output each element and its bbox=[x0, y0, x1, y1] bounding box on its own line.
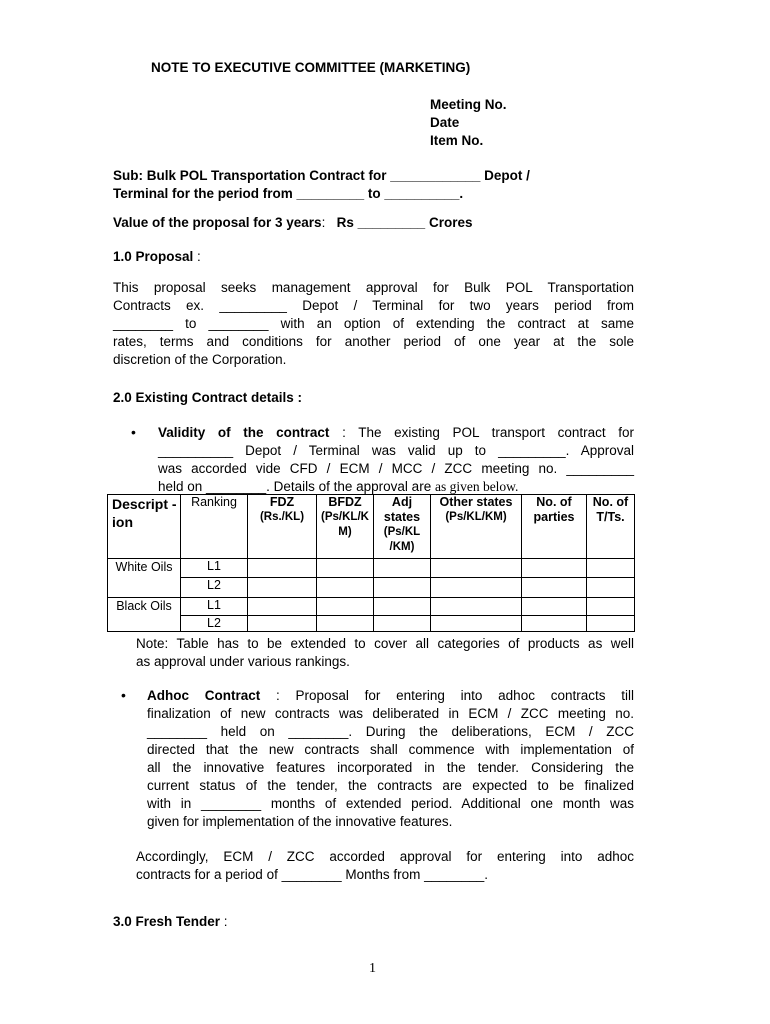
rank-cell: L2 bbox=[181, 616, 248, 632]
bullet-icon: • bbox=[131, 424, 136, 440]
page-number: 1 bbox=[369, 961, 376, 976]
category-cell: White Oils bbox=[108, 559, 181, 598]
category-cell: Black Oils bbox=[108, 598, 181, 632]
section-1-heading bbox=[113, 249, 201, 264]
rank-cell: L1 bbox=[181, 559, 248, 578]
proposal-value bbox=[113, 215, 472, 230]
adhoc-label: Adhoc Contract bbox=[147, 688, 261, 703]
subject-line-2: Terminal for the period from _________ to __________. bbox=[113, 186, 464, 201]
col-other-states bbox=[431, 495, 522, 559]
col-description: Descript -ion bbox=[108, 495, 181, 559]
subject-line-1: Sub: Bulk POL Transportation Contract for ____________ Depot / bbox=[113, 168, 530, 183]
col-no-of-parties: No. of parties bbox=[522, 495, 587, 559]
validity-line: was accorded vide CFD / ECM / MCC / ZCC meeting no. _________ bbox=[158, 461, 634, 476]
adhoc-line: current status of the tender, the contracts are expected to be finalized bbox=[147, 778, 634, 793]
adhoc-line: ________ held on ________. During the deliberations, ECM / ZCC bbox=[147, 724, 634, 739]
date-label: Date bbox=[430, 115, 460, 130]
table-note bbox=[136, 635, 634, 671]
subject bbox=[113, 167, 530, 203]
section-1-line: ________ to ________ with an option of extending the contract at same bbox=[113, 316, 634, 331]
section-1-line: rates, terms and conditions for another period of one year at the sole bbox=[113, 334, 634, 349]
contract-details-table bbox=[107, 494, 635, 632]
meeting-no-label: Meeting No. bbox=[430, 97, 507, 112]
validity-last-b: as given below. bbox=[434, 479, 519, 494]
section-1-heading-colon: : bbox=[193, 249, 201, 264]
section-1-line: discretion of the Corporation. bbox=[113, 352, 287, 367]
adhoc-line: finalization of new contracts was deliberated in ECM / ZCC meeting no. bbox=[147, 706, 634, 721]
col-bfdz-title: BFDZ bbox=[328, 495, 362, 509]
adhoc-line: given for implementation of the innovative features. bbox=[147, 814, 453, 829]
validity-line bbox=[158, 424, 634, 442]
section-1-line: Contracts ex. _________ Depot / Terminal for two years period from bbox=[113, 298, 634, 313]
section-1-line: This proposal seeks management approval for Bulk POL Transportation bbox=[113, 280, 634, 295]
validity-paragraph bbox=[158, 424, 634, 496]
section-2-heading: 2.0 Existing Contract details : bbox=[113, 390, 303, 405]
adhoc-line: directed that the new contracts shall commence with implementation of bbox=[147, 742, 634, 757]
col-fdz-title: FDZ bbox=[269, 495, 295, 509]
section-1-heading-text: 1.0 Proposal bbox=[113, 249, 194, 264]
accordingly-line: contracts for a period of ________ Months from ________. bbox=[136, 867, 488, 882]
adhoc-paragraph bbox=[147, 687, 634, 831]
adhoc-line: with in ________ months of extended period. Additional one month was bbox=[147, 796, 634, 811]
rank-cell: L1 bbox=[181, 598, 248, 616]
proposal-value-amount: Rs _________ Crores bbox=[336, 215, 473, 230]
item-no-label: Item No. bbox=[430, 133, 484, 148]
table-header-row bbox=[108, 495, 635, 559]
table-note-line: as approval under various rankings. bbox=[136, 654, 350, 669]
col-no-of-tts: No. of T/Ts. bbox=[587, 495, 635, 559]
page-title: NOTE TO EXECUTIVE COMMITTEE (MARKETING) bbox=[151, 60, 471, 75]
col-fdz bbox=[248, 495, 317, 559]
col-other-unit: (Ps/KL/KM) bbox=[445, 511, 507, 523]
bullet-icon: • bbox=[121, 687, 126, 703]
accordingly-paragraph bbox=[136, 848, 634, 884]
col-other-title: Other states bbox=[439, 495, 513, 509]
col-adj-states bbox=[374, 495, 431, 559]
col-bfdz-unit: (Ps/KL/K M) bbox=[321, 511, 369, 538]
meeting-meta bbox=[430, 96, 507, 150]
col-adj-unit: (Ps/KL /KM) bbox=[383, 526, 421, 553]
table-row bbox=[108, 559, 635, 578]
validity-first-rest: : The existing POL transport contract for bbox=[329, 425, 634, 440]
table-note-line: Note: Table has to be extended to cover all categories of products as well bbox=[136, 636, 634, 651]
validity-label: Validity of the contract bbox=[158, 425, 330, 440]
proposal-value-colon: : bbox=[321, 215, 326, 230]
col-bfdz bbox=[317, 495, 374, 559]
rank-cell: L2 bbox=[181, 578, 248, 598]
col-ranking: Ranking bbox=[181, 495, 248, 559]
table-row bbox=[108, 598, 635, 616]
adhoc-line: all the innovative features incorporated in the tender. Considering the bbox=[147, 760, 634, 775]
section-3-heading-text: 3.0 Fresh Tender bbox=[113, 914, 221, 929]
proposal-value-label: Value of the proposal for 3 years bbox=[113, 215, 322, 230]
table-row bbox=[108, 616, 635, 632]
adhoc-first-rest: : Proposal for entering into adhoc contracts till bbox=[260, 688, 634, 703]
section-3-heading-colon: : bbox=[220, 914, 228, 929]
col-fdz-unit: (Rs./KL) bbox=[259, 511, 305, 523]
adhoc-line bbox=[147, 687, 634, 705]
validity-line: __________ Depot / Terminal was valid up to _________. Approval bbox=[158, 443, 634, 458]
accordingly-line: Accordingly, ECM / ZCC accorded approval for entering into adhoc bbox=[136, 849, 634, 864]
table-row bbox=[108, 578, 635, 598]
section-3-heading bbox=[113, 914, 228, 929]
section-1-body bbox=[113, 279, 634, 369]
validity-last-a: held on ________. Details of the approval are bbox=[158, 479, 435, 494]
col-adj-title: Adj states bbox=[383, 495, 421, 524]
